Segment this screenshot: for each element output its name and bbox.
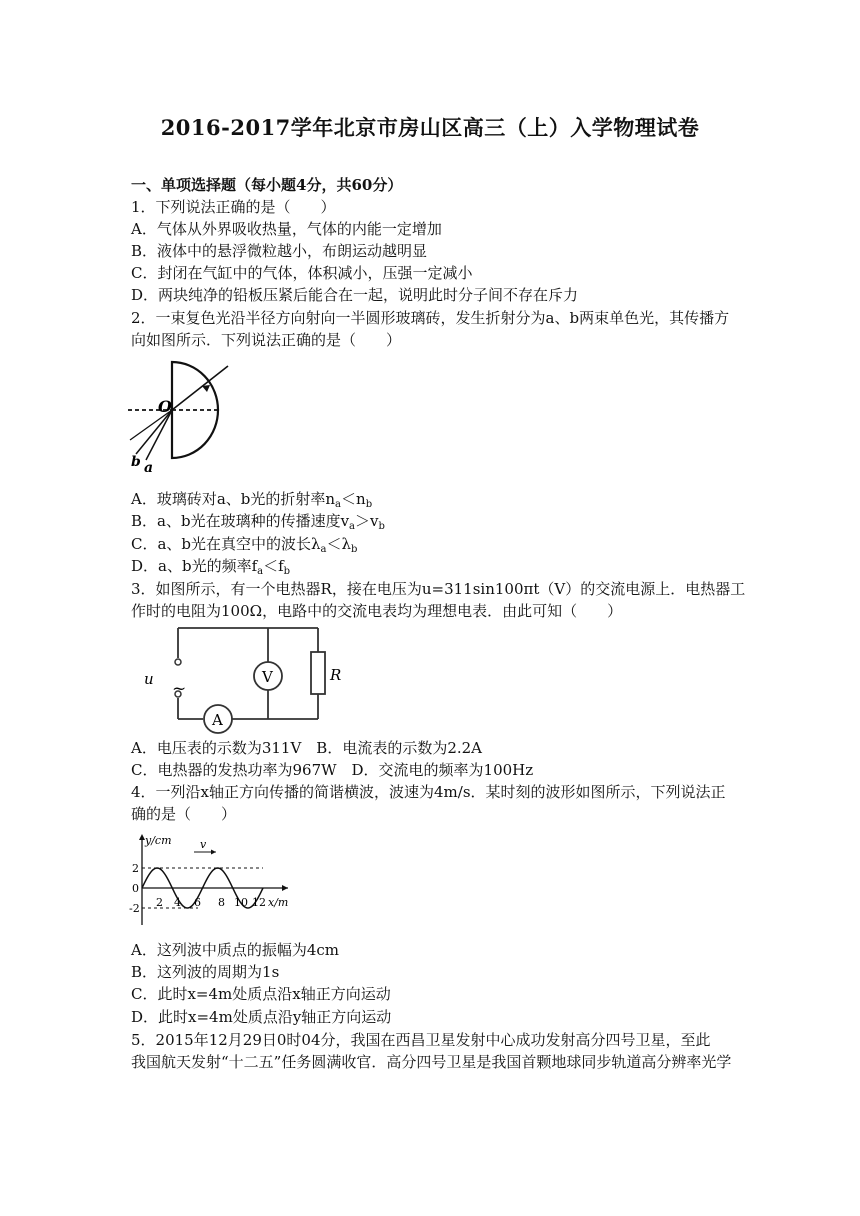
ray-a-line <box>146 410 172 460</box>
q4-stem-line2: 确的是（ ） <box>131 805 237 823</box>
q4-option-b: B．这列波的周期为1s <box>131 963 280 981</box>
x-tick-8: 8 <box>218 896 225 909</box>
x-tick-10: 10 <box>234 896 248 909</box>
x-axis-label: x/m <box>268 896 289 909</box>
x-tick-6: 6 <box>194 896 201 909</box>
q4-option-a: A．这列波中质点的振幅为4cm <box>131 941 340 959</box>
q2-option-d: D．a、b光的频率$f_a<f_b$ <box>131 557 291 577</box>
q1-option-a: A．气体从外界吸收热量，气体的内能一定增加 <box>131 220 442 238</box>
label-o: O <box>158 397 172 416</box>
y-tick-neg2: -2 <box>129 902 140 915</box>
x-tick-12: 12 <box>252 896 266 909</box>
q2-option-c: C．a、b光在真空中的波长$\lambda_a<\lambda_b$ <box>131 535 358 555</box>
q4-option-d: D．此时x=4m处质点沿y轴正方向运动 <box>131 1008 392 1026</box>
q1-option-c: C．封闭在气缸中的气体，体积减小，压强一定减小 <box>131 264 473 282</box>
q2-option-a: A．玻璃砖对a、b光的折射率$n_a<n_b$ <box>131 490 373 510</box>
q3-options-cd: C．电热器的发热功率为967W D．交流电的频率为100Hz <box>131 761 534 779</box>
q3-options-ab: A．电压表的示数为311V B．电流表的示数为2.2A <box>131 739 483 757</box>
ac-tilde: ~ <box>172 679 187 699</box>
q5-stem-line1: 5．2015年12月29日0时04分，我国在西昌卫星发射中心成功发射高分四号卫星，至此 <box>131 1031 711 1049</box>
q1-option-b: B．液体中的悬浮微粒越小，布朗运动越明显 <box>131 242 428 260</box>
resistor-label: R <box>330 666 342 684</box>
q1-stem: 1．下列说法正确的是（ ） <box>131 198 336 216</box>
voltmeter-label: V <box>262 668 273 686</box>
resistor-symbol <box>311 652 325 694</box>
label-a: a <box>144 460 154 476</box>
velocity-label: v <box>200 838 207 851</box>
page-title: 2016-2017学年北京市房山区高三（上）入学物理试卷 <box>160 115 700 140</box>
ammeter-label: A <box>212 711 223 729</box>
x-tick-2: 2 <box>156 896 163 909</box>
q2-semicircle-glass-figure <box>128 360 238 480</box>
q4-option-c: C．此时x=4m处质点沿x轴正方向运动 <box>131 985 391 1003</box>
q4-wave-graph <box>128 830 298 930</box>
y-tick-2: 2 <box>132 862 139 875</box>
q3-stem-line1: 3．如图所示，有一个电热器R，接在电压为u=311sin100πt（V）的交流电源上．电热器工 <box>131 580 746 598</box>
q2-stem-line1: 2．一束复色光沿半径方向射向一半圆形玻璃砖，发生折射分为a、b两束单色光，其传播方 <box>131 309 730 327</box>
q1-option-d: D．两块纯净的铅板压紧后能合在一起，说明此时分子间不存在斥力 <box>131 286 579 304</box>
q3-stem-line2: 作时的电阻为100Ω，电路中的交流电表均为理想电表．由此可知（ ） <box>131 602 623 620</box>
q4-stem-line1: 4．一列沿x轴正方向传播的简谐横波，波速为4m/s．某时刻的波形如图所示，下列说法正 <box>131 783 726 801</box>
terminal-top <box>175 659 181 665</box>
q5-stem-line2: 我国航天发射“十二五”任务圆满收官．高分四号卫星是我国首颗地球同步轨道高分辨率光学 <box>131 1053 732 1071</box>
source-label: u <box>144 670 154 688</box>
y-tick-0: 0 <box>132 882 139 895</box>
label-b: b <box>131 454 141 470</box>
incident-arrow <box>202 385 210 392</box>
y-axis-label: y/cm <box>145 834 172 847</box>
section-heading: 一、单项选择题（每小题4分，共60分） <box>131 176 403 194</box>
q3-circuit-figure <box>138 622 348 734</box>
x-tick-4: 4 <box>174 896 181 909</box>
q2-option-b: B．a、b光在玻璃种的传播速度$v_a>v_b$ <box>131 512 385 532</box>
q2-stem-line2: 向如图所示．下列说法正确的是（ ） <box>131 331 402 349</box>
